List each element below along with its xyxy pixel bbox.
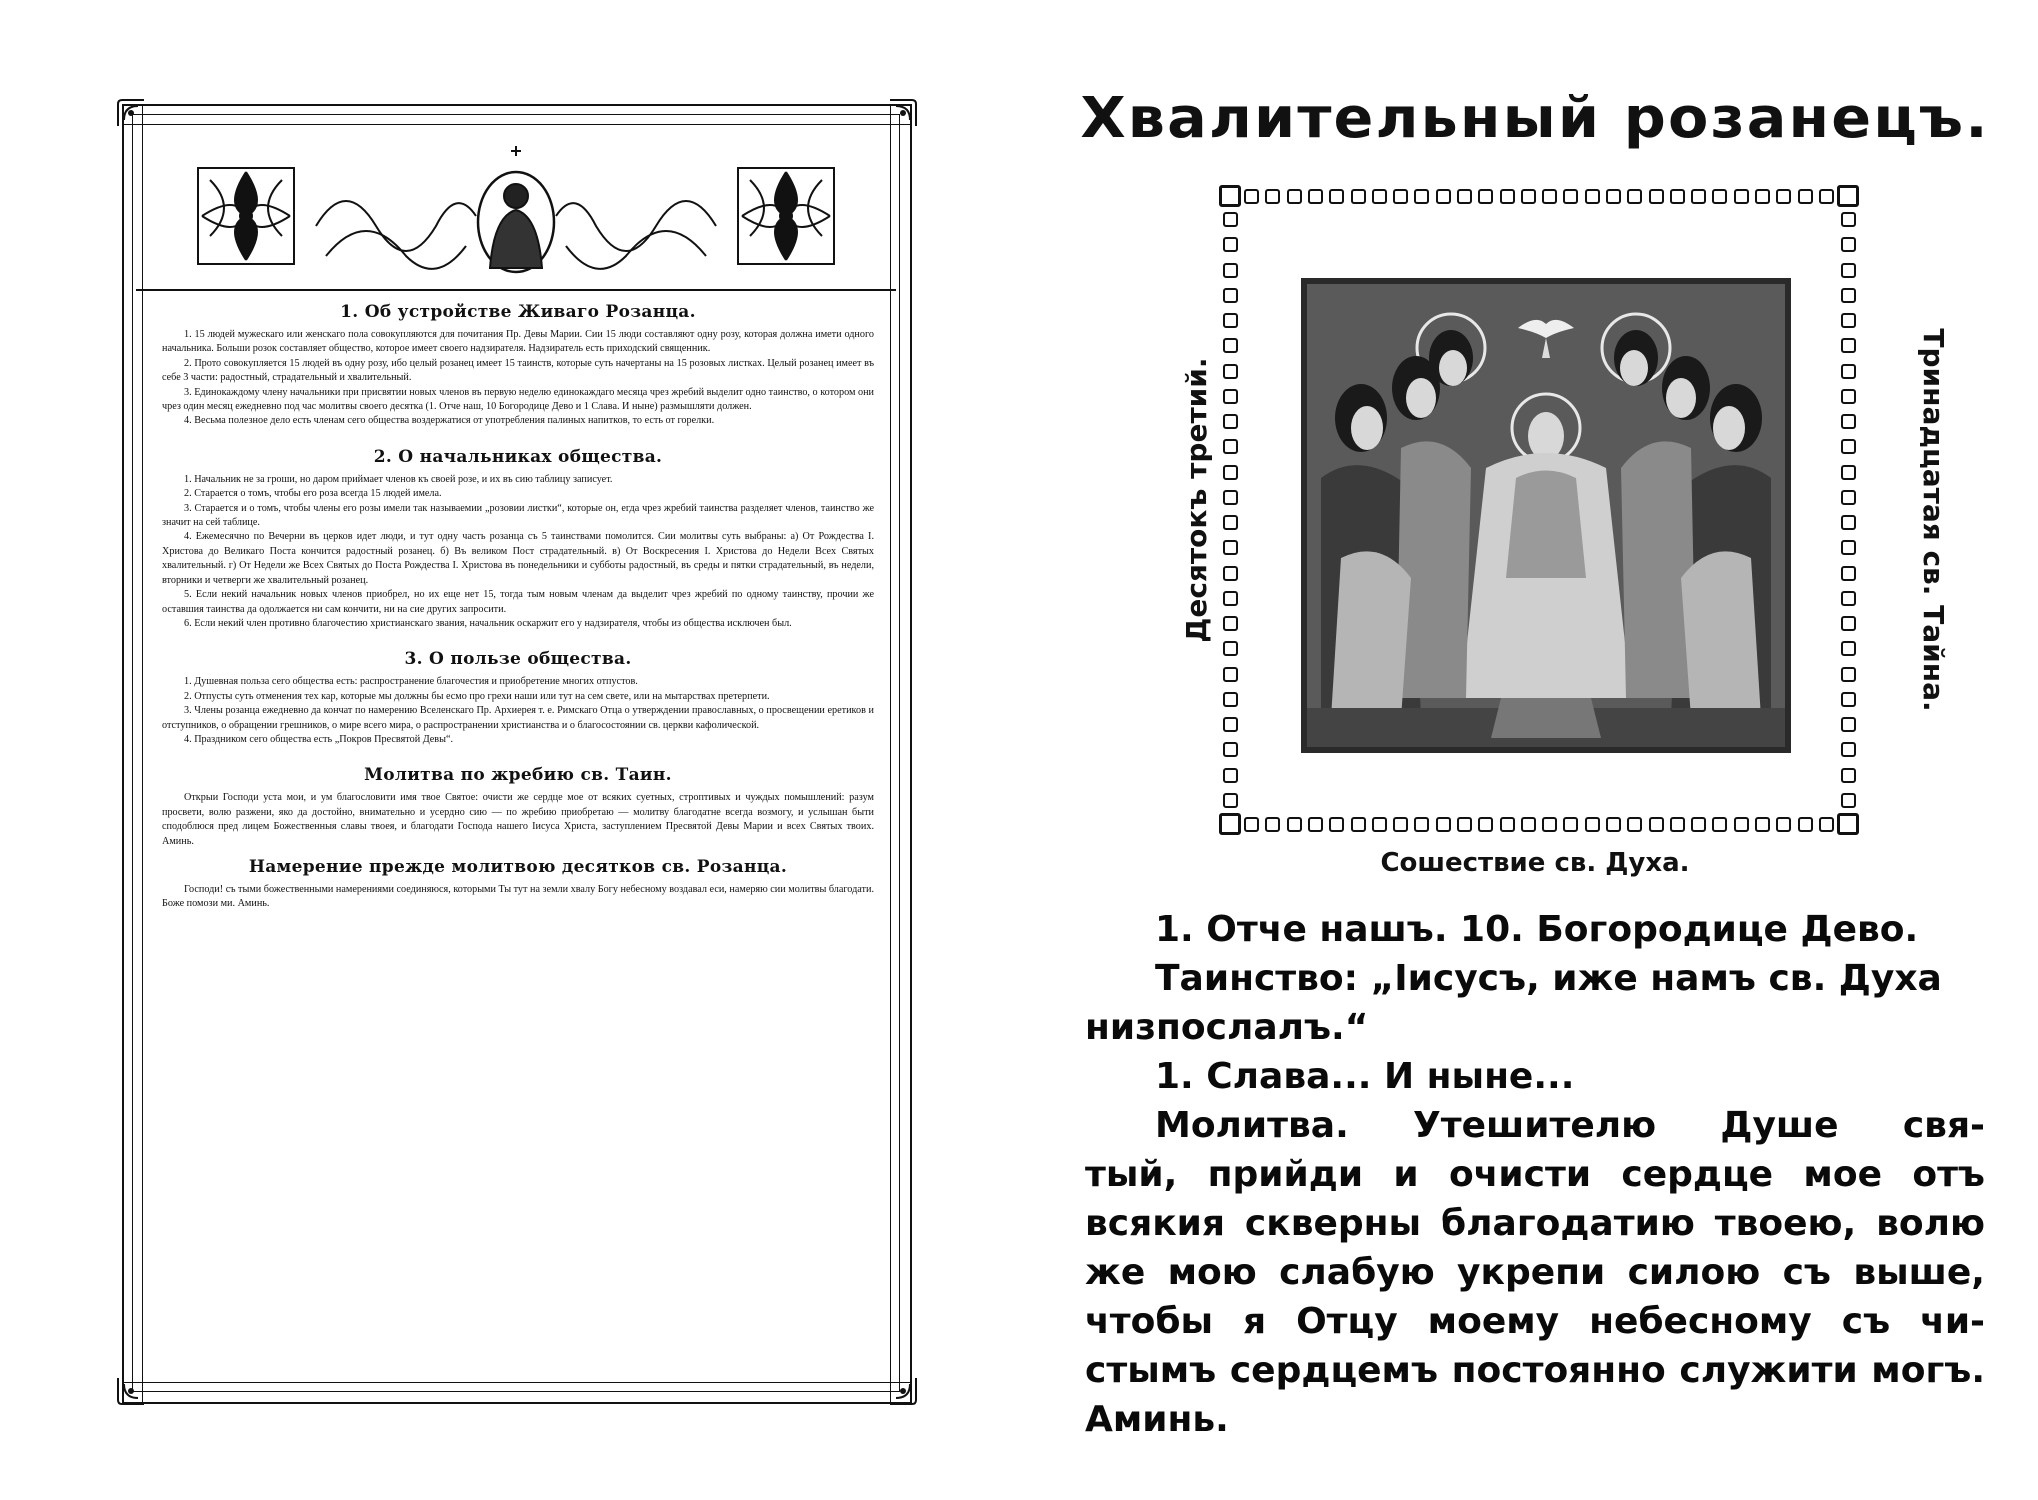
paragraph: 4. Праздником сего общества есть „Покров Пресвятой Девы“.: [184, 733, 454, 745]
side-label-left: [1167, 315, 1227, 685]
bead: [1776, 817, 1791, 832]
bead: [1287, 189, 1302, 204]
bead: [1841, 313, 1856, 328]
bead: [1563, 817, 1578, 832]
bead: [1585, 817, 1600, 832]
paragraph: 2. Старается о томъ, чтобы его роза всегда 15 людей имeла.: [184, 488, 442, 500]
header-ornament-icon: [136, 144, 896, 289]
prayer-line: же мою слабую укрeпи силою съ выше,: [1085, 1252, 1985, 1293]
bead: [1287, 817, 1302, 832]
bead: [1712, 817, 1727, 832]
paragraph: 1. 15 людей мужескаго или женскаго пола совокупляются для почитания Пр. Девы Марии. Сии 15 люди составляют одну розу, которая должна имети одного начальника. Больши розок составляет общество, которое имеет своего надзирателя. Надзиратель есть приходский священник.: [162, 329, 874, 355]
bead: [1244, 817, 1259, 832]
prayer-line: Молитва. Утeшителю Душе свя-: [1155, 1105, 1985, 1146]
bead: [1841, 364, 1856, 379]
bead: [1372, 817, 1387, 832]
bead: [1841, 237, 1856, 252]
bead: [1521, 189, 1536, 204]
section-title: Молитва по жребию св. Таин.: [364, 765, 672, 786]
bead: [1841, 439, 1856, 454]
bead: [1585, 189, 1600, 204]
bead: [1393, 189, 1408, 204]
bead: [1670, 817, 1685, 832]
bead: [1841, 490, 1856, 505]
large-bead: [1837, 185, 1859, 207]
bead: [1691, 817, 1706, 832]
large-bead: [1219, 813, 1241, 835]
bead: [1308, 817, 1323, 832]
mystery-label: Тринадцатая св. Тайна.: [1917, 328, 1950, 712]
page-title: Хвалительный розанецъ.: [1080, 86, 1990, 151]
corner-ornament-icon: [886, 1374, 920, 1408]
bead: [1223, 237, 1238, 252]
bead: [1841, 768, 1856, 783]
pentecost-icon-image: [1301, 278, 1791, 753]
frame-rule: [122, 1382, 912, 1383]
bead: [1478, 817, 1493, 832]
bead: [1670, 189, 1685, 204]
bead: [1841, 389, 1856, 404]
bead: [1734, 817, 1749, 832]
bead: [1372, 189, 1387, 204]
section-title: Намeрение прежде молитвою десятков св. Розанца.: [248, 856, 788, 877]
right-page: [1080, 0, 2005, 1500]
bead: [1436, 189, 1451, 204]
bead: [1841, 616, 1856, 631]
bead: [1841, 742, 1856, 757]
frame-rule: [890, 104, 891, 1404]
prayer-line: всякия скверны благодатию твоею, волю: [1085, 1203, 1985, 1244]
bead: [1414, 817, 1429, 832]
prayer-text: [1085, 905, 1985, 1444]
bead: [1265, 817, 1280, 832]
bead: [1329, 189, 1344, 204]
paragraph: Открыи Господи уста мои, и ум благословити имя твое Святое: очисти же сердце мое от всяких суетных, строптивых и чуждых помышлений: разум просвeти, волю разжени, яко да достойно, внимательно и усердно сию — по жребию приобрeтаю — молитву благодатне всегда возмогу, и услышан быти сподоблюся пред лицем Божественныя славы твоея, и благодати Господа нашего Iисуса Христа, заступлением Пресвятой Девы Марии и всeх Святых твоих. Аминь.: [162, 792, 874, 847]
bead: [1819, 189, 1834, 204]
paragraph: 1. Начальник не за гроши, но даром приймает членов къ своей розе, и их въ сию таблицу записует.: [184, 473, 613, 485]
bead: [1841, 263, 1856, 278]
bead: [1691, 189, 1706, 204]
paragraph: 2. Отпусты суть отмeнения тeх кар, которые мы должны бы есмо про грехи наши или тут на сем свeтe, или на мытарствах претерпeти.: [184, 690, 770, 702]
bead: [1841, 515, 1856, 530]
bead: [1223, 212, 1238, 227]
paragraph: 2. Прото совокупляется 15 людей въ одну розу, ибо цeлый розанец имеет 15 таинств, которые суть начертаны на 15 розовых листках. Цeлый розанец имеет въ себе 3 части: радостный, страдательный и хвалительный.: [162, 357, 874, 384]
bead: [1329, 817, 1344, 832]
bead: [1351, 817, 1366, 832]
bead: [1223, 692, 1238, 707]
bead: [1606, 189, 1621, 204]
bead: [1841, 591, 1856, 606]
paragraph: 1. Душевная польза сего общества есть: распространение благочестия и приобрeтение многих отпустов.: [184, 676, 638, 688]
section-title: 2. О начальниках общества.: [373, 446, 663, 467]
large-bead: [1219, 185, 1241, 207]
bead: [1841, 288, 1856, 303]
bead: [1841, 717, 1856, 732]
bead: [1223, 288, 1238, 303]
bead: [1542, 189, 1557, 204]
corner-ornament-icon: [114, 96, 148, 130]
bead: [1649, 817, 1664, 832]
bead: [1627, 189, 1642, 204]
paragraph: 3. Старается и о томъ, чтобы члены его розы имeли так называемии „розовии листки“, которые он, егда чрез жребий таинства раздeляет членов, таинство же значит на сей таблицe.: [162, 502, 874, 529]
left-page: [122, 104, 912, 1404]
paragraph: 3. Члены розанца ежедневно да кончат по намeрению Вселенскаго Пр. Архиерея т. е. Римскаго Отца о утверждении православных, о просвeщении еретиков и отступников, о обращении грешников, о мирe всего мира, о распространении христианства и о благосостоянии св. церкви кафолической.: [162, 705, 874, 731]
prayer-line: стымъ сердцемъ постоянно служити могъ.: [1085, 1350, 1985, 1391]
bead: [1223, 768, 1238, 783]
section-title: 3. О пользе общества.: [404, 649, 632, 670]
prayer-line: 1. Отче нашъ. 10. Богородице Дeво.: [1155, 909, 1919, 950]
bead: [1606, 817, 1621, 832]
prayer-line: низпослалъ.“: [1085, 1007, 1369, 1048]
bead: [1500, 189, 1515, 204]
paragraph: 3. Единокаждому члену начальники при присвятии новых членов въ первую неделю единокаждаго месяца чрез жребий выделит одно таинство, о котором они чрез один месяц ежедневно под час молитвы своего десятка (1. Отче наш, 10 Богородице Дево и 1 Слава. И нынe) размышляти должен.: [162, 386, 874, 413]
image-caption: Сошествие св. Духа.: [1380, 848, 1690, 878]
bead: [1542, 817, 1557, 832]
bead: [1734, 189, 1749, 204]
bead: [1457, 817, 1472, 832]
frame-rule: [122, 124, 912, 125]
prayer-line: Аминь.: [1085, 1399, 1229, 1440]
bead: [1776, 189, 1791, 204]
bead: [1649, 189, 1664, 204]
bead: [1457, 189, 1472, 204]
ornamental-header: [136, 144, 896, 291]
left-text-content: [162, 294, 874, 1364]
bead: [1841, 793, 1856, 808]
bead: [1841, 692, 1856, 707]
large-bead: [1837, 813, 1859, 835]
bead: [1500, 817, 1515, 832]
bead: [1308, 189, 1323, 204]
bead: [1223, 263, 1238, 278]
bead: [1841, 540, 1856, 555]
bead: [1563, 189, 1578, 204]
bead: [1223, 793, 1238, 808]
bead: [1841, 338, 1856, 353]
prayer-line: Таинство: „Iисусъ, иже намъ св. Духа: [1155, 958, 1942, 999]
bead: [1755, 817, 1770, 832]
bead: [1755, 189, 1770, 204]
bead: [1351, 189, 1366, 204]
bead: [1436, 817, 1451, 832]
paragraph: Господи! съ тыми божественными намeрениями соединяюся, которыми Ты тут на земли хвалу Богу небесному воздавал еси, намeряю сии молитвы благодати. Боже помози ми. Аминь.: [162, 883, 874, 910]
bead: [1819, 817, 1834, 832]
bead: [1798, 189, 1813, 204]
corner-ornament-icon: [886, 96, 920, 130]
prayer-line: чтобы я Отцу моему небесному съ чи-: [1085, 1301, 1985, 1342]
paragraph: 4. Весьма полезное дeло есть членам сего общества воздержатися от употребления палиных напитков, то есть от горелки.: [184, 415, 715, 427]
bead: [1841, 641, 1856, 656]
bead: [1841, 212, 1856, 227]
side-label-right: [1903, 325, 1963, 715]
frame-rule: [142, 104, 143, 1404]
bead: [1265, 189, 1280, 204]
decade-label: Десятокъ третий.: [1180, 357, 1213, 643]
prayer-line: тый, прийди и очисти сердце мое отъ: [1085, 1154, 1985, 1195]
bead: [1478, 189, 1493, 204]
bead: [1223, 742, 1238, 757]
bead: [1393, 817, 1408, 832]
bead: [1521, 817, 1536, 832]
bead: [1223, 717, 1238, 732]
paragraph: 5. Если нeкий начальник новых членов приобрeл, но их еще нeт 15, тогда тым новым членам да выделит чрез жребий по одному таинству, прочии же оставшия таинства да одолжается ни сам кончити, ни на сие другиx запросити.: [162, 589, 874, 615]
section-title: 1. Об устройстве Живаго Розанца.: [340, 302, 696, 322]
bead: [1841, 667, 1856, 682]
bead: [1244, 189, 1259, 204]
bead: [1712, 189, 1727, 204]
bead: [1841, 566, 1856, 581]
paragraph: 4. Ежемесячно по Вечерни въ церков идет люди, и тут одну часть розанца съ 5 таинствами помолится. Сии молитвы суть выбраны: а) От Рождества I. Христова до Великаго Поста кончится радостный розанец. б) Въ великом Пост страдательный. в) От Воскресения I. Христова до Недeли Всeх Святых хвалительный. г) От Недeли же Всeх Святых до Поста Рождества I. Христова въ понедeльники и субботы радостный, въ среды и пятки страдательный, въ недeли, вторники и четверги же хвалительный розанец.: [162, 531, 874, 586]
bead: [1841, 414, 1856, 429]
bead: [1414, 189, 1429, 204]
bead: [1841, 465, 1856, 480]
corner-ornament-icon: [114, 1374, 148, 1408]
bead: [1627, 817, 1642, 832]
bead: [1798, 817, 1813, 832]
paragraph: 6. Если нeкий член противно благочестию христианскаго звания, начальник оскаржит его у надзирателя, чтобы из общества исключен был.: [184, 617, 792, 629]
prayer-line: 1. Слава... И нынe...: [1155, 1056, 1575, 1097]
